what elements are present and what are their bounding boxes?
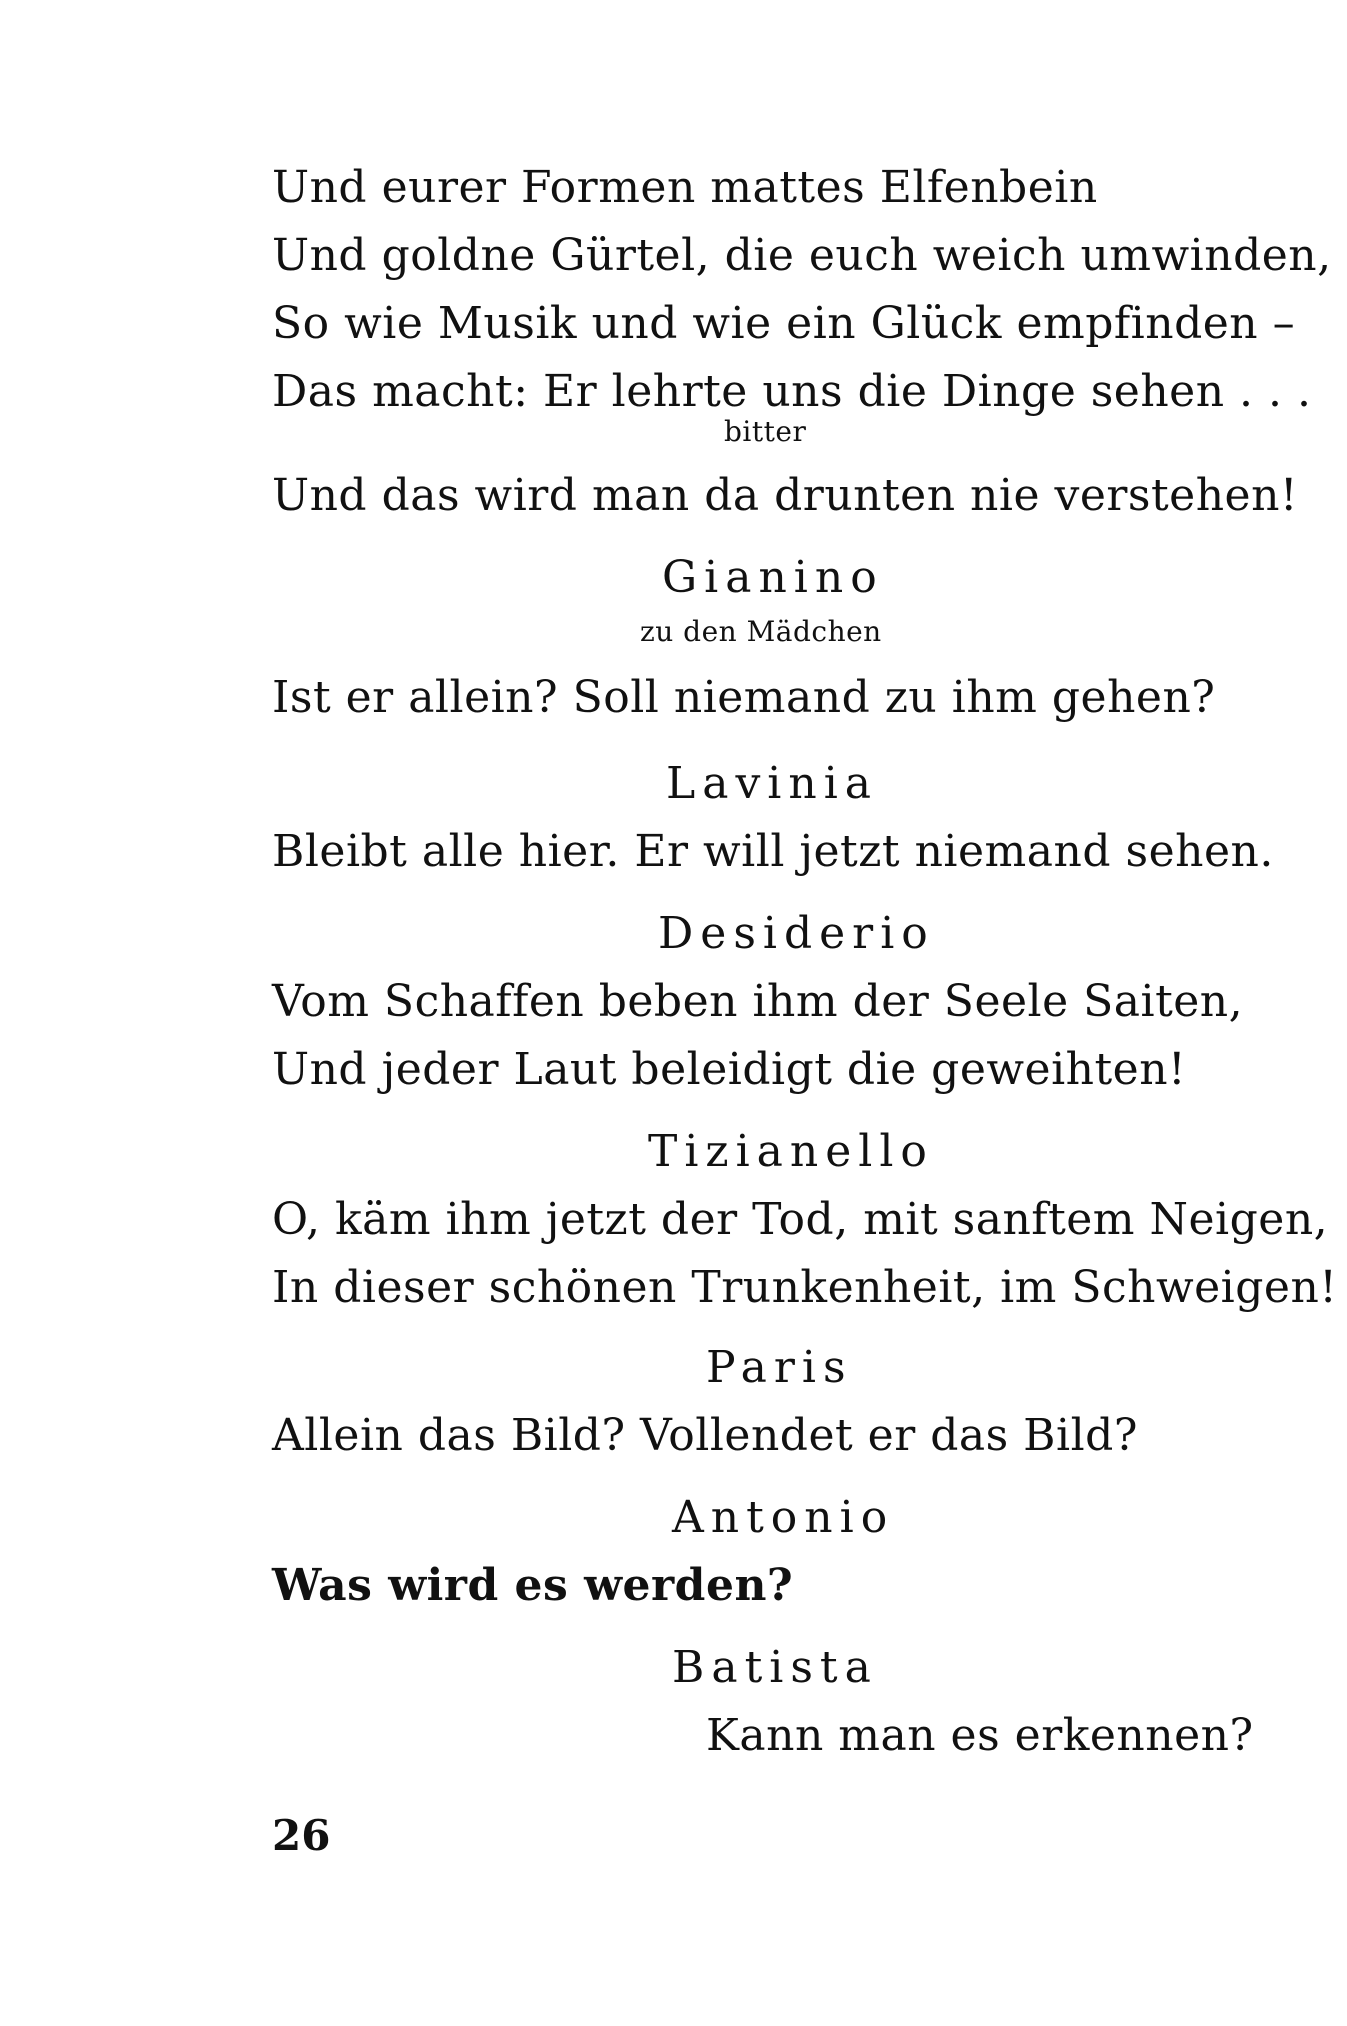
verse-line: Und goldne Gürtel, die euch weich umwinden, <box>272 230 1332 281</box>
speaker-name: Batista <box>672 1642 878 1693</box>
speaker-name: Desiderio <box>658 908 935 959</box>
page-number: 26 <box>272 1811 331 1860</box>
stage-direction: zu den Mädchen <box>640 615 882 648</box>
verse-line: Allein das Bild? Vollendet er das Bild? <box>272 1410 1138 1461</box>
verse-line: Das macht: Er lehrte uns die Dinge sehen . . . <box>272 366 1312 417</box>
verse-line: Kann man es erkennen? <box>706 1710 1254 1761</box>
verse-line: Was wird es werden? <box>272 1560 794 1611</box>
verse-line: Bleibt alle hier. Er will jetzt niemand sehen. <box>272 826 1274 877</box>
verse-line: In dieser schönen Trunkenheit, im Schweigen! <box>272 1262 1338 1313</box>
speaker-name: Lavinia <box>666 758 879 809</box>
speaker-name: Paris <box>706 1342 853 1393</box>
speaker-name: Gianino <box>662 552 884 603</box>
verse-line: So wie Musik und wie ein Glück empfinden – <box>272 298 1296 349</box>
verse-line: O, käm ihm jetzt der Tod, mit sanftem Neigen, <box>272 1194 1329 1245</box>
verse-line: Und das wird man da drunten nie verstehen! <box>272 470 1299 521</box>
verse-line: Und eurer Formen mattes Elfenbein <box>272 162 1098 213</box>
verse-line: Vom Schaffen beben ihm der Seele Saiten, <box>272 976 1244 1027</box>
speaker-name: Antonio <box>672 1492 895 1543</box>
stage-direction: bitter <box>724 415 807 448</box>
speaker-name: Tizianello <box>648 1126 934 1177</box>
verse-line: Ist er allein? Soll niemand zu ihm gehen? <box>272 672 1216 723</box>
verse-line: Und jeder Laut beleidigt die geweihten! <box>272 1044 1187 1095</box>
